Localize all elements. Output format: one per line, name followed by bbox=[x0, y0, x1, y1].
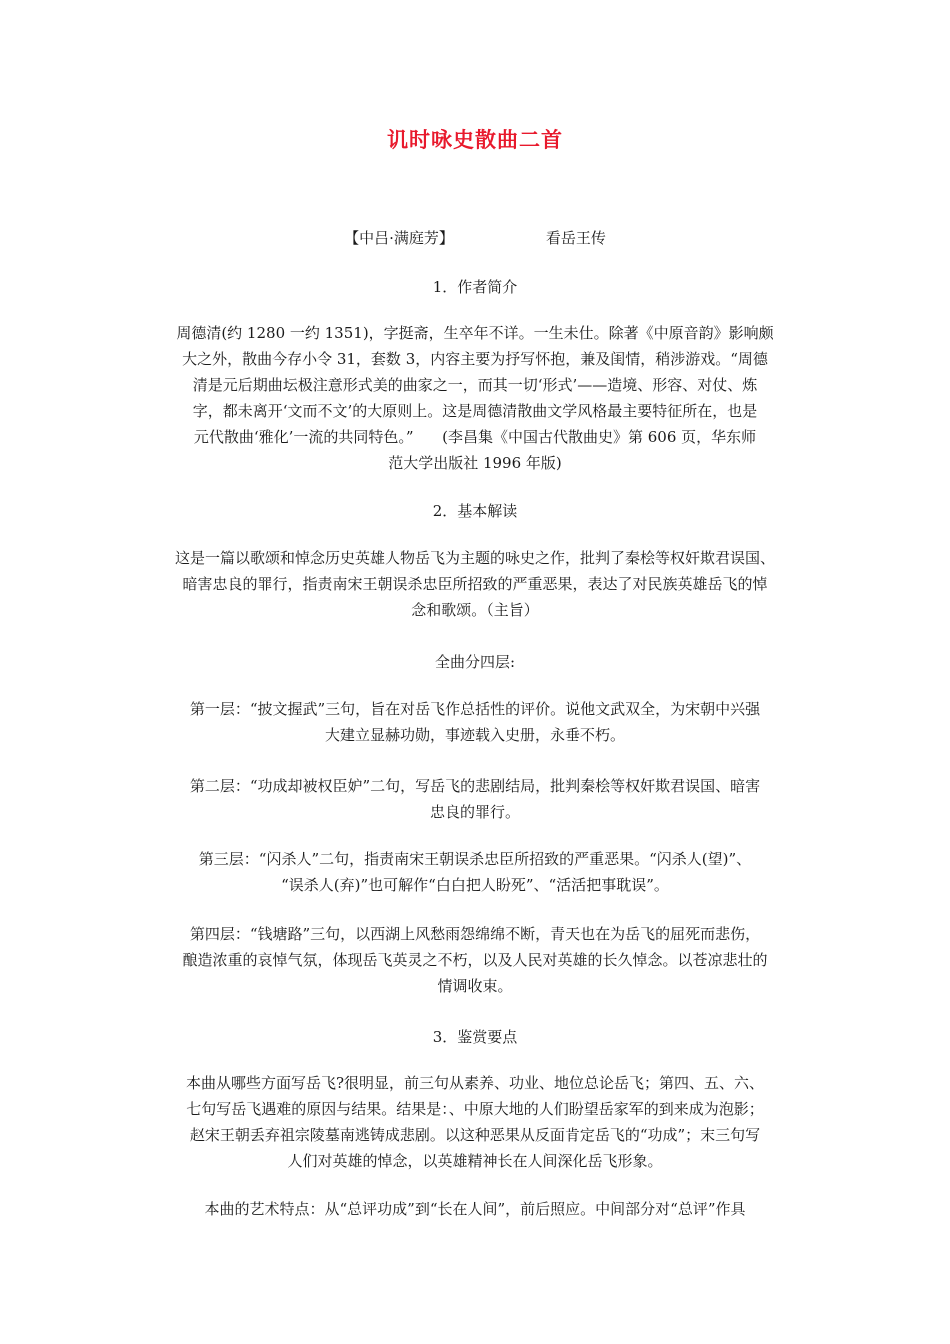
layer-one-paragraph bbox=[140, 696, 810, 748]
paragraph-line: 字，都未离开‘文而不文’的大原则上。这是周德清散曲文学风格最主要特征所在，也是 bbox=[192, 402, 758, 420]
paragraph-line: 暗害忠良的罪行，指责南宋王朝误杀忠臣所招致的严重恶果，表达了对民族英雄岳飞的悼 bbox=[182, 575, 768, 593]
paragraph-line: 范大学出版社 1996 年版) bbox=[388, 454, 562, 472]
paragraph-line: 第四层：“钱塘路”三句，以西湖上风愁雨怨绵绵不断，青天也在为岳飞的屈死而悲伤， bbox=[189, 925, 761, 943]
author-intro-paragraph bbox=[140, 320, 810, 476]
paragraph-line: 本曲从哪些方面写岳飞?很明显，前三句从素养、功业、地位总论岳飞；第四、五、六、 bbox=[185, 1074, 765, 1092]
paragraph-line: 情调收束。 bbox=[437, 977, 513, 995]
paragraph-line: 大建立显赫功勋，事迹载入史册，永垂不朽。 bbox=[324, 726, 625, 744]
paragraph-line: 赵宋王朝丢弃祖宗陵墓南逃铸成悲剧。以这种恶果从反面肯定岳飞的“功成”；末三句写 bbox=[189, 1126, 761, 1144]
paragraph-line: 清是元后期曲坛极注意形式美的曲家之一，而其一切‘形式’——造境、形容、对仗、炼 bbox=[192, 376, 758, 394]
paragraph-line: 大之外，散曲今存小令 31，套数 3，内容主要为抒写怀抱，兼及闺情，稍涉游戏。“周德 bbox=[182, 350, 768, 368]
section-title-appreciation: 3．鉴赏要点 bbox=[432, 1028, 518, 1046]
paragraph-line: 第二层：“功成却被权臣妒”二句，写岳飞的悲剧结局，批判秦桧等权奸欺君误国、暗害 bbox=[189, 777, 761, 795]
piece-heading bbox=[0, 227, 950, 248]
paragraph-line: “误杀人(弃)”也可解作“白白把人盼死”、“活活把事耽误”。 bbox=[281, 876, 669, 894]
paragraph-line: 第一层：“披文握武”三句，旨在对岳飞作总括性的评价。说他文武双全，为宋朝中兴强 bbox=[189, 700, 761, 718]
paragraph-line: 念和歌颂。（主旨） bbox=[411, 601, 539, 619]
paragraph-line: 人们对英雄的悼念，以英雄精神长在人间深化岳飞形象。 bbox=[287, 1152, 663, 1170]
appreciation-paragraph bbox=[140, 1070, 810, 1174]
paragraph-line: 七句写岳飞遇难的原因与结果。结果是：、中原大地的人们盼望岳家军的到来成为泡影； bbox=[186, 1100, 764, 1118]
section-title-reading: 2．基本解读 bbox=[432, 502, 518, 520]
art-features-paragraph bbox=[140, 1196, 810, 1222]
paragraph-line: 周德清(约 1280 一约 1351)，字挺斋，生卒年不详。一生未仕。除著《中原音韵》影响颇 bbox=[176, 324, 774, 342]
layers-intro: 全曲分四层: bbox=[434, 653, 516, 671]
layer-three-paragraph bbox=[140, 846, 810, 898]
section-title-author: 1．作者简介 bbox=[432, 278, 518, 296]
layer-two-paragraph bbox=[140, 773, 810, 825]
tune-name: 【中吕·满庭芳】 bbox=[344, 229, 454, 247]
layer-four-paragraph bbox=[140, 921, 810, 999]
paragraph-line: 忠良的罪行。 bbox=[429, 803, 520, 821]
paragraph-line: 第三层：“闪杀人”二句，指责南宋王朝误杀忠臣所招致的严重恶果。“闪杀人(望)”、 bbox=[198, 850, 752, 868]
paragraph-line: 本曲的艺术特点：从“总评功成”到“长在人间”，前后照应。中间部分对“总评”作具 bbox=[204, 1200, 746, 1218]
basic-reading-paragraph bbox=[140, 545, 810, 623]
paragraph-line: 这是一篇以歌颂和悼念历史英雄人物岳飞为主题的咏史之作，批判了秦桧等权奸欺君误国、 bbox=[174, 549, 775, 567]
piece-name: 看岳王传 bbox=[545, 229, 606, 247]
paragraph-line: 元代散曲‘雅化’一流的共同特色。” (李昌集《中国古代散曲史》第 606 页，华东师 bbox=[193, 428, 757, 446]
document-title: 讥时咏史散曲二首 bbox=[387, 127, 563, 152]
paragraph-line: 酿造浓重的哀悼气氛，体现岳飞英灵之不朽，以及人民对英雄的长久悼念。以苍凉悲壮的 bbox=[182, 951, 768, 969]
